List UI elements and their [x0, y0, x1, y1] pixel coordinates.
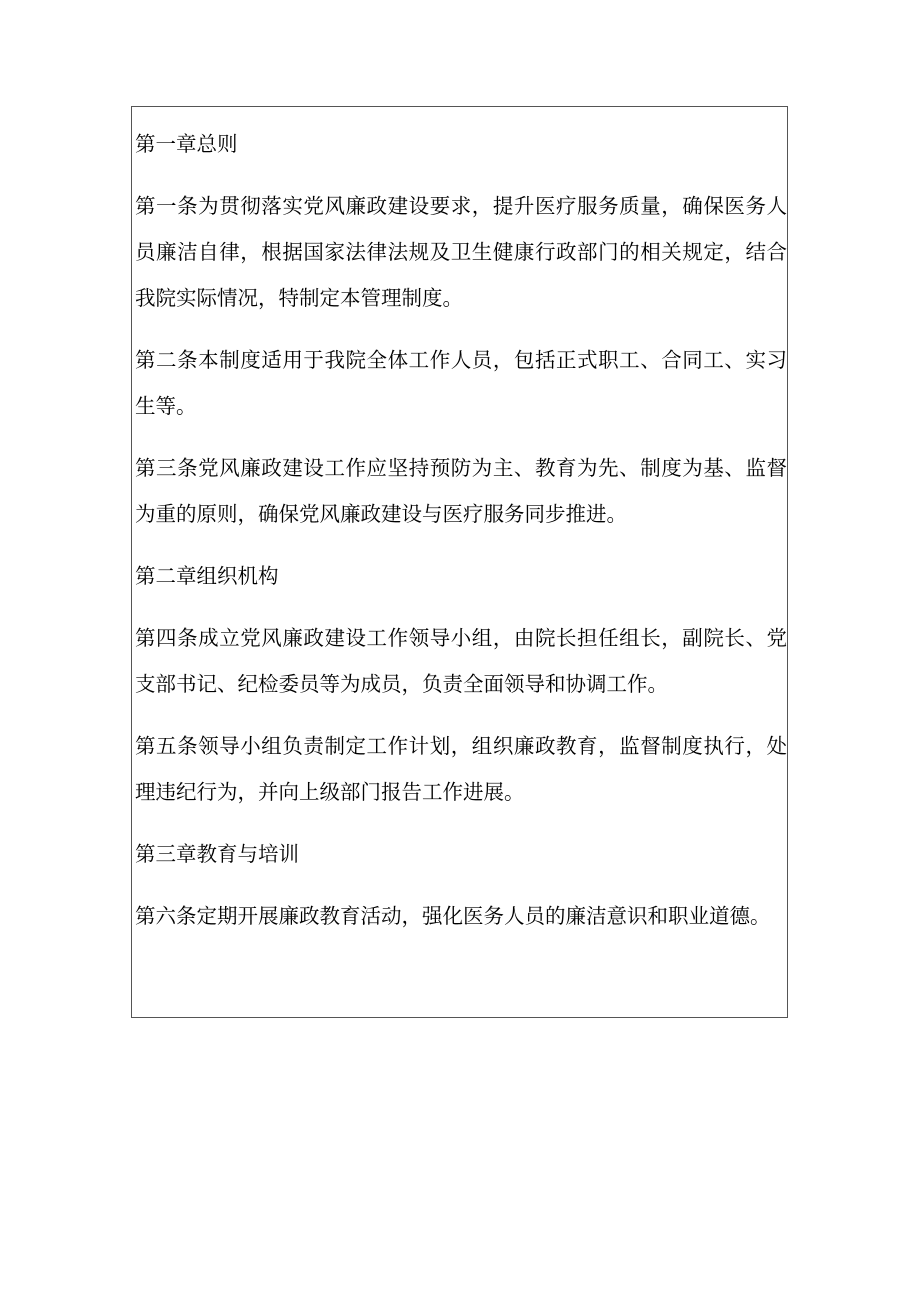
chapter-2-heading: 第二章组织机构 [135, 564, 279, 588]
document-body [135, 121, 787, 939]
chapter-3-heading: 第三章教育与培训 [135, 842, 299, 866]
article-4: 第四条成立党风廉政建设工作领导小组，由院长担任组长，副院长、党支部书记、纪检委员等为成员，负责全面领导和协调工作。 [135, 626, 787, 696]
chapter-1-heading: 第一章总则 [135, 132, 238, 156]
article-5: 第五条领导小组负责制定工作计划，组织廉政教育，监督制度执行，处理违纪行为，并向上级部门报告工作进展。 [135, 734, 787, 804]
document-frame [131, 106, 788, 1018]
article-3: 第三条党风廉政建设工作应坚持预防为主、教育为先、制度为基、监督为重的原则，确保党风廉政建设与医疗服务同步推进。 [135, 456, 787, 526]
article-2: 第二条本制度适用于我院全体工作人员，包括正式职工、合同工、实习生等。 [135, 348, 787, 418]
article-6: 第六条定期开展廉政教育活动，强化医务人员的廉洁意识和职业道德。 [135, 904, 771, 928]
article-1: 第一条为贯彻落实党风廉政建设要求，提升医疗服务质量，确保医务人员廉洁自律，根据国家法律法规及卫生健康行政部门的相关规定，结合我院实际情况，特制定本管理制度。 [135, 194, 787, 310]
